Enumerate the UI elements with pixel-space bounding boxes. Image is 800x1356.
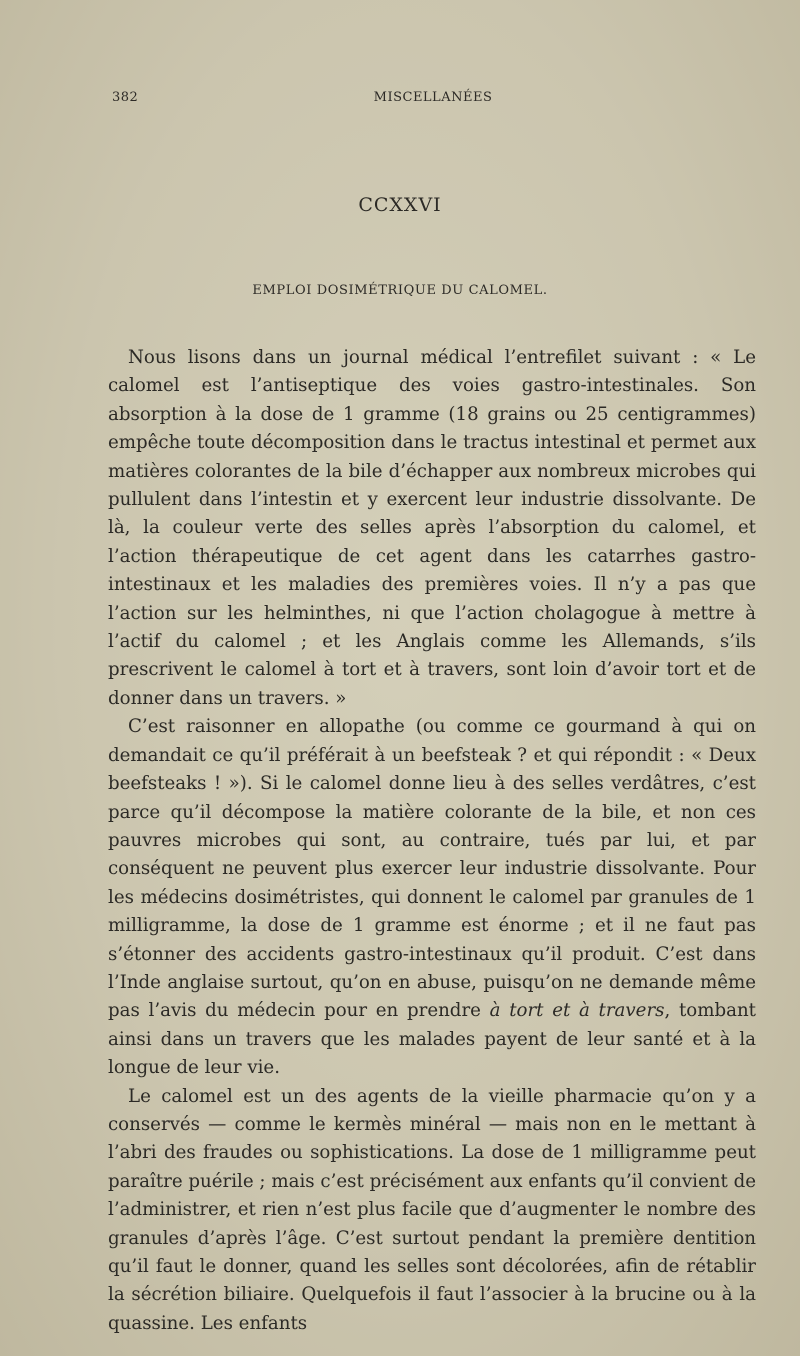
- paragraph-3: Le calomel est un des agents de la vieille pharmacie qu’on y a conservés — comme le kermès minéral — mais non en le mettant à l’abri des fraudes ou sophistications. La dose de 1 milligramme peut paraître puérile ; mais c’est précisément aux enfants qu’il convient de l’administrer, et rien n’est plus facile que d’augmenter le nombre des granules d’après l’âge. C’est surtout pendant la première dentition qu’il faut le donner, quand les selles sont décolorées, afin de rétablir la sécrétion biliaire. Quelquefois il faut l’associer à la brucine ou à la quassine. Les enfants: [108, 1085, 756, 1334]
- paragraph-1: Nous lisons dans un journal médical l’entrefilet suivant : « Le calomel est l’antiseptique des voies gastro-intestinales. Son absorption à la dose de 1 gramme (18 grains ou 25 centigrammes) empêche toute décomposition dans le tractus intestinal et permet aux matières colorantes de la bile d’échapper aux nombreux microbes qui pullulent dans l’intestin et y exercent leur industrie dissolvante. De là, la couleur verte des selles après l’absorption du calomel, et l’action thérapeutique de cet agent dans les catarrhes gastro-intestinaux et les maladies des premières voies. Il n’y a pas que l’action sur les helminthes, ni que l’action cholagogue à mettre à l’actif du calomel ; et les Anglais comme les Allemands, s’ils prescrivent le calomel à tort et à travers, sont loin d’avoir tort et de donner dans un travers. »: [108, 347, 756, 709]
- paragraph-2-text-after: , tombant ainsi dans un travers que les malades payent de leur santé et à la longue de leur vie.: [108, 1000, 756, 1079]
- body-text: [108, 344, 756, 1338]
- page-number: 382: [112, 90, 139, 105]
- running-head: [108, 90, 758, 110]
- paragraph-2: [108, 713, 756, 1082]
- paragraph-2-text-before: C’est raisonner en allopathe (ou comme ce gourmand à qui on demandait ce qu’il préférait à un beefsteak ? et qui répondit : « Deux beefsteaks ! »). Si le calomel donne lieu à des selles verdâtres, c’est parce qu’il décompose la matière colorante de la bile, et non ces pauvres microbes qui sont, au contraire, tués par lui, et par conséquent ne peuvent plus exercer leur industrie dissolvante. Pour les médecins dosimétristes, qui donnent le calomel par granules de 1 milligramme, la dose de 1 gramme est énorme ; et il ne faut pas s’étonner des accidents gastro-intestinaux qu’il produit. C’est dans l’Inde anglaise surtout, qu’on en abuse, puisqu’on ne demande même pas l’avis du médecin pour en prendre: [108, 716, 756, 1022]
- paragraph-2-emphasis: à tort et à travers: [489, 1000, 665, 1022]
- chapter-number: CCXXVI: [358, 194, 442, 216]
- running-title: MISCELLANÉES: [373, 90, 493, 105]
- chapter-title: EMPLOI DOSIMÉTRIQUE DU CALOMEL.: [252, 283, 548, 298]
